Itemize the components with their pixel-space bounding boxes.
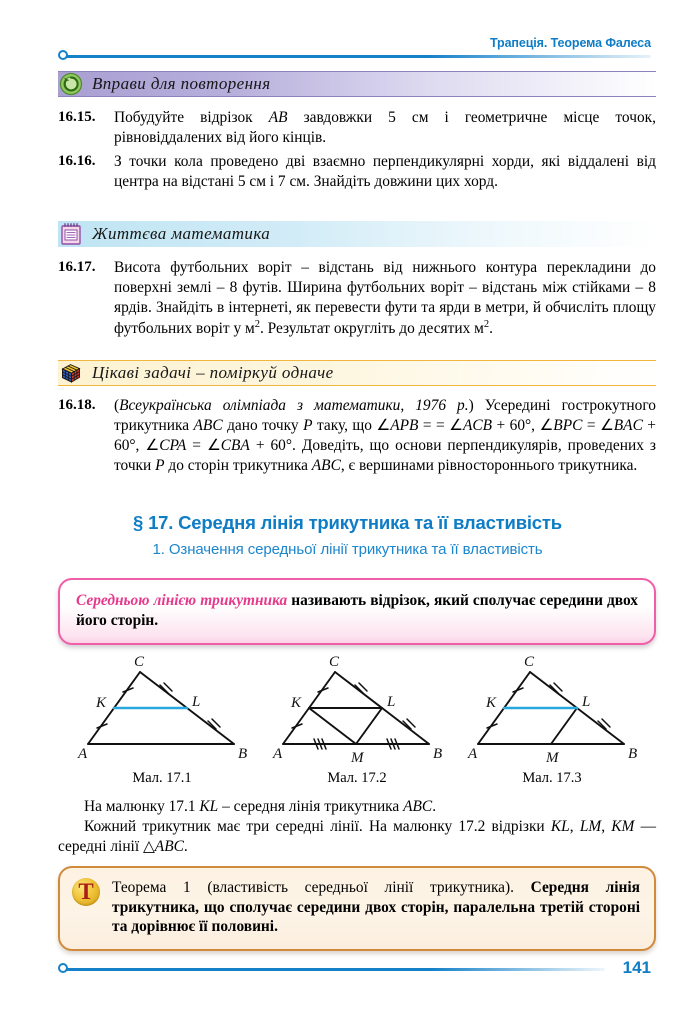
exercise-16-15 — [58, 108, 656, 148]
header-rule — [62, 55, 651, 58]
triangle-diagram-3 — [452, 652, 652, 764]
midline-LM — [551, 708, 577, 744]
figure-caption: Мал. 17.3 — [522, 770, 582, 786]
refresh-circle-icon — [59, 72, 83, 96]
notepad-icon — [59, 222, 83, 246]
rubric-review — [58, 71, 656, 97]
definition-term: Середньою лінією трикутника — [76, 592, 288, 609]
vertex-label-B: B — [628, 746, 638, 762]
figures-row — [58, 652, 656, 787]
vertex-label-A: A — [468, 746, 478, 762]
rubric-review-label: Вправи для повторення — [92, 74, 271, 93]
rubiks-cube-icon — [59, 361, 83, 385]
vertex-label-L: L — [192, 694, 201, 710]
figure-17-2 — [257, 652, 457, 787]
triangle-diagram-2 — [257, 652, 457, 764]
exercise-text: З точки кола проведено дві взаємно перпендикулярні хорди, які віддалені від центра на відстані 5 см і 7 см. Знайдіть довжини цих хорд. — [114, 153, 656, 191]
vertex-label-A: A — [273, 746, 283, 762]
vertex-label-L: L — [387, 694, 396, 710]
triangle-diagram-1 — [62, 652, 262, 764]
exercise-text: Побудуйте відрізок AB завдовжки 5 см і геометричне місце точок, рівновіддалених від його кінців. — [114, 109, 656, 147]
vertex-label-M: M — [351, 750, 364, 764]
definition-box — [58, 578, 656, 645]
vertex-label-K: K — [291, 695, 302, 711]
exercise-number: 16.16. — [58, 153, 96, 169]
footer-rule — [62, 968, 605, 971]
page-number: 141 — [622, 958, 651, 977]
midline-LM — [356, 708, 382, 744]
theorem-lead: Теорема 1 (властивість середньої лінії трикутника). — [112, 879, 531, 896]
vertex-label-C: C — [329, 654, 340, 670]
figure-caption: Мал. 17.1 — [132, 770, 192, 786]
midline-KM — [309, 708, 356, 744]
running-head: Трапеція. Теорема Фалеса — [489, 36, 651, 50]
vertex-label-M: M — [546, 750, 559, 764]
exercise-number: 16.17. — [58, 259, 96, 275]
theorem-box — [58, 866, 656, 951]
rubric-life-math — [58, 221, 656, 247]
vertex-label-C: C — [134, 654, 145, 670]
vertex-label-B: B — [238, 746, 248, 762]
section-title: § 17. Середня лінія трикутника та її властивість — [133, 512, 562, 533]
paragraph-midline-definition: На малюнку 17.1 KL – середня лінія трикутника ABC. — [84, 798, 437, 815]
exercise-16-17 — [58, 258, 656, 339]
section-subtitle: 1. Означення середньої лінії трикутника та її властивість — [152, 541, 543, 558]
header-dot-icon — [58, 50, 68, 60]
figure-17-3 — [452, 652, 652, 787]
rubric-life-math-label: Життєва математика — [92, 224, 271, 243]
vertex-label-K: K — [486, 695, 497, 711]
exercise-16-18 — [58, 396, 656, 476]
vertex-label-L: L — [582, 694, 591, 710]
theorem-statement: Середня лінія трикутника, що сполучає середини двох сторін, паралельна третій стороні та дорівнює її половині. — [112, 879, 641, 936]
rubric-interesting-label: Цікаві задачі – поміркуй одначе — [92, 363, 334, 382]
definition-rest: називають відрізок, який сполучає середини двох його сторін. — [76, 592, 638, 629]
figure-caption: Мал. 17.2 — [327, 770, 387, 786]
vertex-label-B: B — [433, 746, 443, 762]
vertex-label-A: A — [78, 746, 88, 762]
rubric-interesting — [58, 360, 656, 386]
vertex-label-C: C — [524, 654, 535, 670]
exercise-number: 16.18. — [58, 397, 96, 413]
vertex-label-K: K — [96, 695, 107, 711]
theorem-t-icon: T — [72, 878, 100, 906]
exercise-number: 16.15. — [58, 109, 96, 125]
footer-dot-icon — [58, 963, 68, 973]
figure-17-1 — [62, 652, 262, 787]
exercise-16-16 — [58, 152, 656, 192]
exercise-text: Висота футбольних воріт – відстань від нижнього контура перекладини до поверхні землі – 8 футів. Ширина футбольних воріт – відстань між стійками – 8 ярдів. Знайдіть в інтернеті, як перевести фути та ярди в метри, й обчисліть площу футбольних воріт у $м^2$. Результат округліть до десятих $м^2$. — [114, 259, 656, 338]
paragraph-three-midlines: Кожний трикутник має три середні лінії. На малюнку 17.2 відрізки KL, LM, KM — середні лінії △ABC. — [58, 818, 656, 856]
exercise-text: (Всеукраїнська олімпіада з математики, 1976 р.) Усередині гострокутного трикутника ABC дано точку P таку, що ∠APB = = ∠ACB + 60°, ∠BPC = ∠BAC + 60°, ∠CPA = ∠CBA + 60°. Доведіть, що основи перпендикулярів, проведених з точки P до сторін трикутника ABC, є вершинами рівностороннього трикутника. — [114, 397, 656, 475]
